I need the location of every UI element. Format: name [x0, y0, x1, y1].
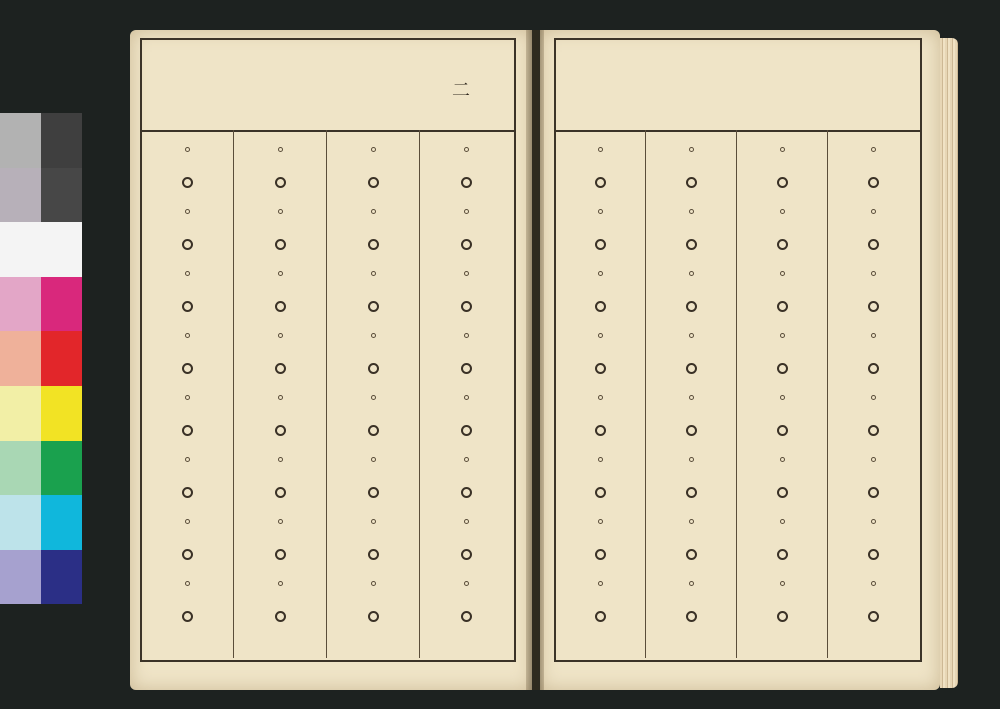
notation-dot	[278, 333, 283, 338]
color-swatch	[0, 550, 41, 605]
notation-circle	[777, 611, 788, 622]
notation-circle	[461, 301, 472, 312]
notation-dot	[871, 395, 876, 400]
notation-dot	[464, 209, 469, 214]
notation-circle	[182, 239, 193, 250]
notation-dot	[598, 333, 603, 338]
notation-circle	[777, 301, 788, 312]
notation-circle	[275, 611, 286, 622]
notation-circle	[595, 487, 606, 498]
notation-circle	[461, 239, 472, 250]
right-header-box	[554, 38, 922, 132]
notation-dot	[464, 519, 469, 524]
notation-dot	[598, 395, 603, 400]
notation-dot	[371, 209, 376, 214]
column-rule	[419, 130, 420, 658]
column-rule	[736, 130, 737, 658]
notation-circle	[461, 177, 472, 188]
notation-circle	[777, 363, 788, 374]
notation-dot	[689, 333, 694, 338]
color-swatch	[0, 222, 41, 277]
notation-dot	[780, 519, 785, 524]
book-gutter	[526, 30, 544, 690]
color-swatch	[41, 550, 82, 605]
notation-circle	[368, 549, 379, 560]
notation-dot	[598, 271, 603, 276]
notation-circle	[595, 239, 606, 250]
notation-dot	[598, 581, 603, 586]
notation-circle	[275, 549, 286, 560]
notation-dot	[371, 271, 376, 276]
notation-dot	[185, 333, 190, 338]
notation-circle	[777, 549, 788, 560]
color-swatch	[41, 222, 82, 277]
notation-dot	[185, 457, 190, 462]
notation-circle	[368, 177, 379, 188]
notation-dot	[780, 209, 785, 214]
color-swatch	[0, 495, 41, 550]
notation-dot	[871, 147, 876, 152]
notation-dot	[278, 395, 283, 400]
notation-dot	[464, 271, 469, 276]
notation-dot	[689, 519, 694, 524]
notation-circle	[868, 177, 879, 188]
notation-dot	[871, 209, 876, 214]
notation-dot	[278, 147, 283, 152]
notation-dot	[371, 395, 376, 400]
notation-circle	[777, 487, 788, 498]
notation-circle	[461, 487, 472, 498]
notation-circle	[182, 611, 193, 622]
notation-circle	[275, 301, 286, 312]
notation-circle	[461, 549, 472, 560]
notation-dot	[464, 395, 469, 400]
notation-circle	[368, 425, 379, 436]
notation-dot	[464, 147, 469, 152]
color-swatch	[0, 441, 41, 496]
notation-circle	[182, 301, 193, 312]
notation-circle	[182, 177, 193, 188]
notation-circle	[461, 611, 472, 622]
color-swatch	[41, 495, 82, 550]
notation-dot	[871, 519, 876, 524]
notation-circle	[182, 363, 193, 374]
notation-dot	[371, 457, 376, 462]
notation-dot	[780, 395, 785, 400]
notation-circle	[686, 611, 697, 622]
color-swatch	[41, 441, 82, 496]
notation-circle	[868, 487, 879, 498]
notation-dot	[371, 333, 376, 338]
notation-circle	[868, 363, 879, 374]
notation-circle	[275, 239, 286, 250]
notation-circle	[275, 177, 286, 188]
notation-circle	[275, 363, 286, 374]
notation-circle	[595, 363, 606, 374]
notation-dot	[598, 457, 603, 462]
notation-dot	[871, 457, 876, 462]
color-calibration-card	[0, 113, 82, 605]
notation-dot	[278, 209, 283, 214]
notation-dot	[371, 581, 376, 586]
notation-circle	[595, 425, 606, 436]
notation-dot	[464, 333, 469, 338]
notation-dot	[780, 581, 785, 586]
color-swatch	[41, 168, 82, 223]
notation-circle	[595, 611, 606, 622]
column-rule	[326, 130, 327, 658]
color-swatch	[41, 331, 82, 386]
notation-circle	[182, 425, 193, 436]
color-swatch	[0, 113, 41, 168]
notation-circle	[777, 239, 788, 250]
notation-dot	[689, 581, 694, 586]
notation-dot	[780, 333, 785, 338]
notation-circle	[868, 301, 879, 312]
notation-dot	[871, 271, 876, 276]
column-rule	[233, 130, 234, 658]
notation-dot	[871, 333, 876, 338]
notation-circle	[868, 239, 879, 250]
notation-circle	[368, 239, 379, 250]
notation-dot	[780, 271, 785, 276]
column-rule	[827, 130, 828, 658]
notation-dot	[185, 519, 190, 524]
notation-dot	[185, 209, 190, 214]
notation-dot	[185, 581, 190, 586]
notation-circle	[182, 549, 193, 560]
notation-circle	[368, 363, 379, 374]
notation-circle	[275, 425, 286, 436]
color-swatch	[0, 168, 41, 223]
notation-circle	[686, 549, 697, 560]
notation-dot	[598, 519, 603, 524]
notation-circle	[777, 177, 788, 188]
notation-circle	[275, 487, 286, 498]
notation-dot	[278, 581, 283, 586]
notation-dot	[185, 271, 190, 276]
notation-dot	[278, 271, 283, 276]
notation-dot	[185, 147, 190, 152]
notation-dot	[371, 519, 376, 524]
notation-dot	[689, 457, 694, 462]
notation-circle	[461, 363, 472, 374]
notation-dot	[278, 457, 283, 462]
notation-circle	[368, 611, 379, 622]
notation-dot	[689, 395, 694, 400]
notation-circle	[777, 425, 788, 436]
notation-dot	[464, 581, 469, 586]
notation-circle	[595, 549, 606, 560]
color-swatch	[41, 386, 82, 441]
notation-dot	[278, 519, 283, 524]
notation-circle	[182, 487, 193, 498]
color-swatch	[0, 386, 41, 441]
notation-circle	[595, 301, 606, 312]
page-edges	[940, 38, 958, 688]
notation-circle	[368, 301, 379, 312]
color-swatch	[0, 331, 41, 386]
color-swatch	[0, 277, 41, 332]
notation-dot	[598, 209, 603, 214]
notation-circle	[868, 425, 879, 436]
notation-dot	[689, 271, 694, 276]
column-rule	[645, 130, 646, 658]
notation-dot	[689, 147, 694, 152]
color-swatch	[41, 113, 82, 168]
notation-circle	[461, 425, 472, 436]
open-book	[122, 22, 962, 702]
notation-dot	[871, 581, 876, 586]
color-swatch	[41, 277, 82, 332]
notation-circle	[686, 425, 697, 436]
notation-circle	[686, 363, 697, 374]
notation-circle	[686, 177, 697, 188]
notation-circle	[686, 239, 697, 250]
notation-circle	[868, 549, 879, 560]
notation-dot	[371, 147, 376, 152]
notation-dot	[598, 147, 603, 152]
notation-circle	[368, 487, 379, 498]
notation-dot	[689, 209, 694, 214]
notation-dot	[780, 457, 785, 462]
page-number: 二	[452, 80, 470, 101]
notation-circle	[868, 611, 879, 622]
notation-circle	[595, 177, 606, 188]
notation-circle	[686, 301, 697, 312]
notation-dot	[780, 147, 785, 152]
notation-dot	[185, 395, 190, 400]
notation-circle	[686, 487, 697, 498]
notation-dot	[464, 457, 469, 462]
